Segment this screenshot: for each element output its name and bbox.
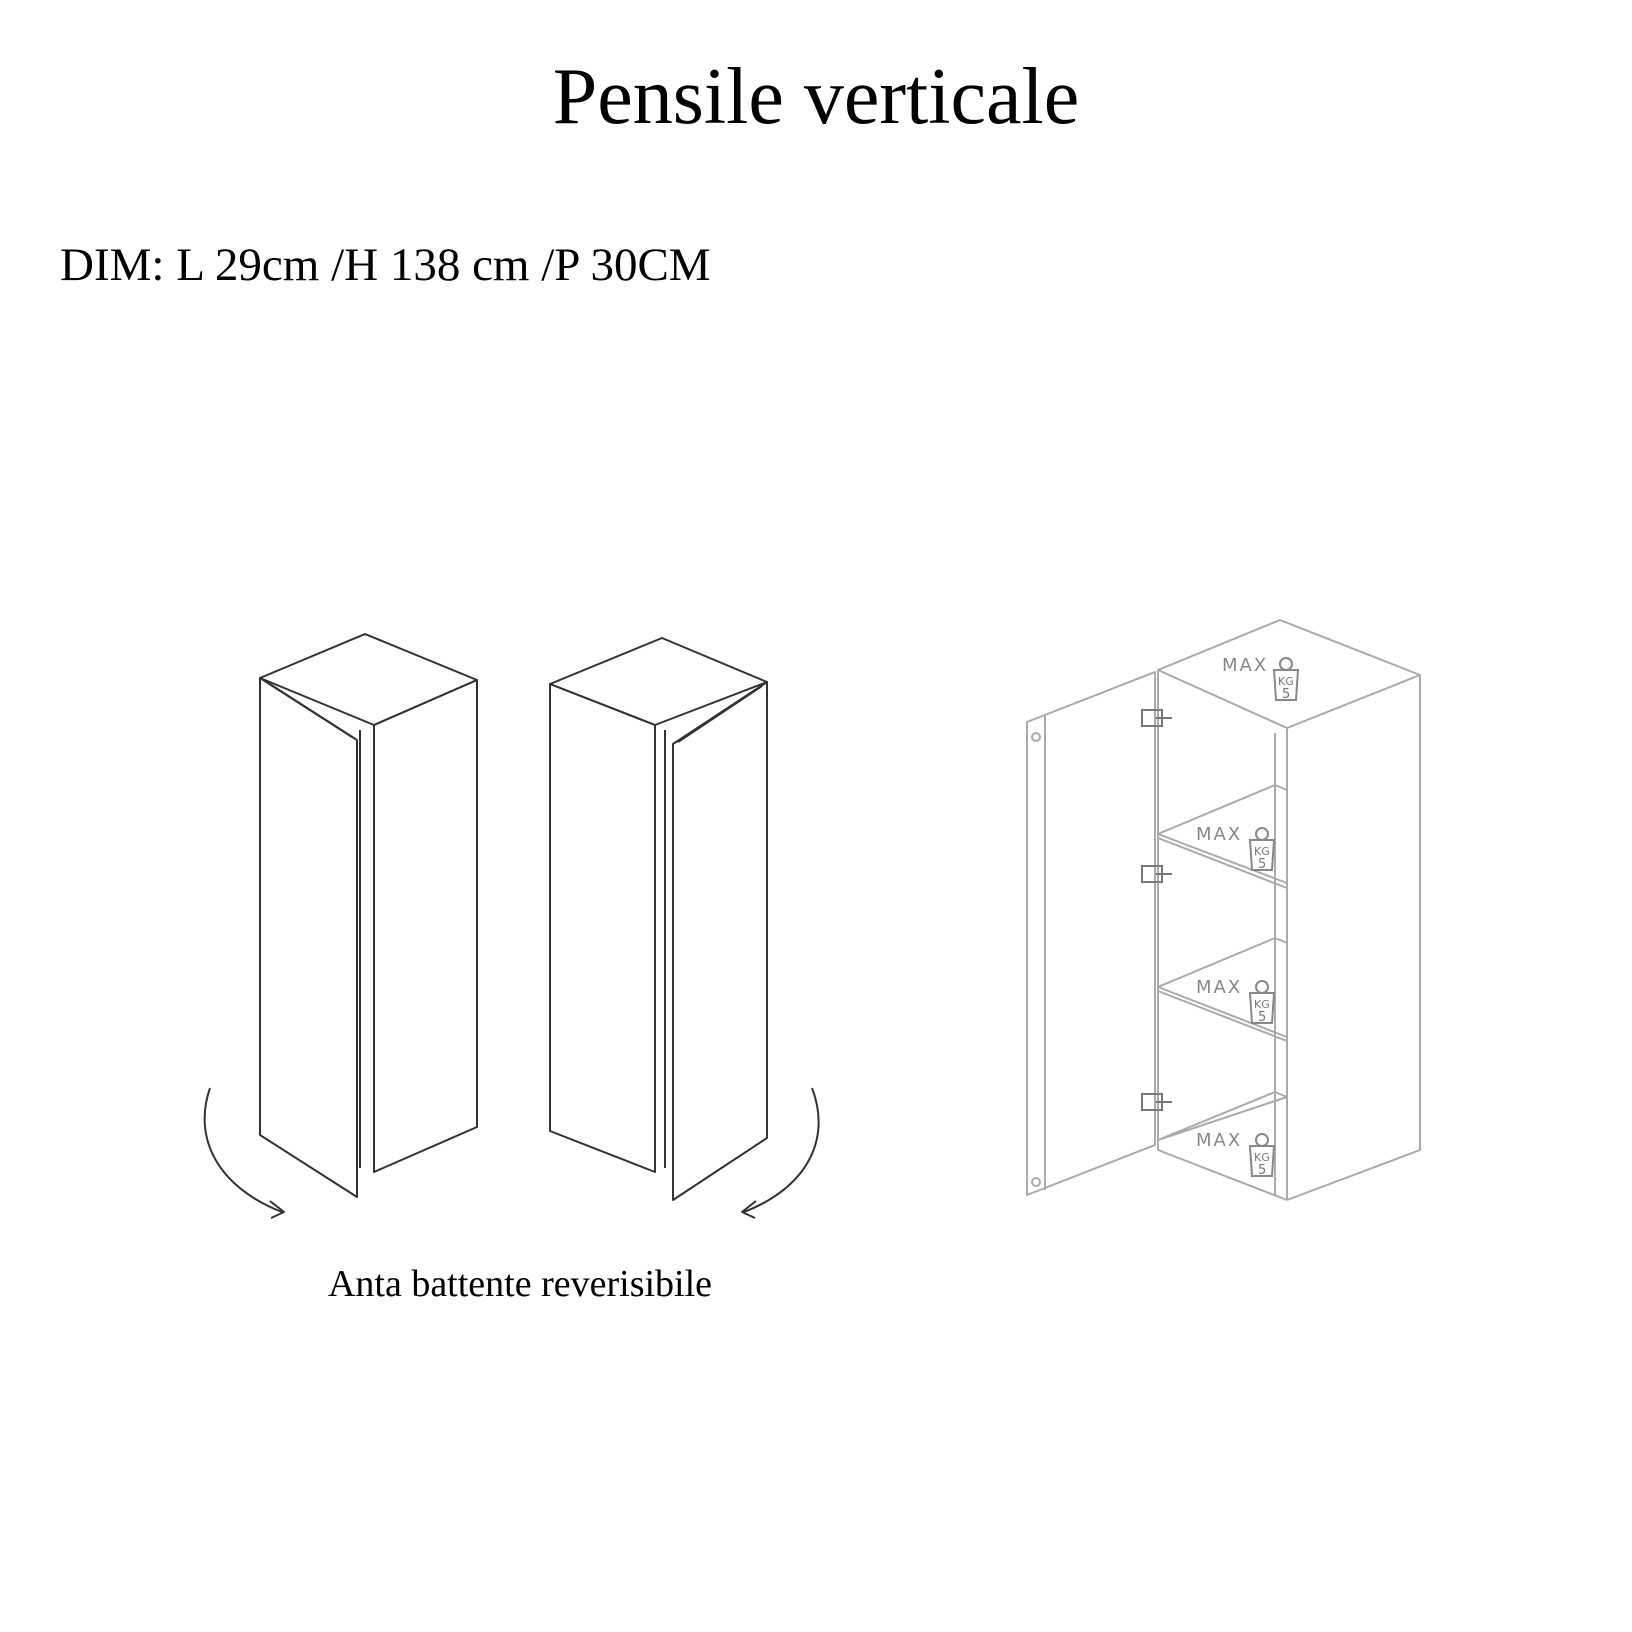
svg-text:MAX: MAX bbox=[1222, 655, 1269, 676]
cabinet-left-opening bbox=[205, 634, 477, 1218]
svg-text:5: 5 bbox=[1258, 1163, 1267, 1178]
cabinet-left-side bbox=[374, 680, 477, 1172]
svg-text:KG: KG bbox=[1254, 1151, 1270, 1164]
door-caption: Anta battente reverisibile bbox=[327, 1263, 713, 1305]
cabinet-left-top bbox=[260, 634, 477, 725]
cabinet-right-top bbox=[550, 638, 767, 725]
cabinet-open-shelves bbox=[1027, 620, 1420, 1200]
svg-text:MAX: MAX bbox=[1196, 824, 1243, 845]
svg-text:5: 5 bbox=[1282, 687, 1291, 702]
svg-text:KG: KG bbox=[1254, 998, 1270, 1011]
weight-label-shelf-3 bbox=[1196, 1130, 1274, 1178]
swing-arrow-right-icon bbox=[744, 1088, 819, 1212]
svg-text:5: 5 bbox=[1258, 1010, 1267, 1025]
cabinet-open-top bbox=[1158, 620, 1420, 728]
cabinet-right-front bbox=[550, 684, 655, 1172]
swing-arrow-left-icon bbox=[205, 1088, 282, 1212]
weight-label-top bbox=[1222, 655, 1298, 702]
page-title: Pensile verticale bbox=[552, 53, 1080, 141]
cabinet-left-door bbox=[260, 678, 357, 1197]
svg-text:KG: KG bbox=[1278, 675, 1294, 688]
cabinet-right-door bbox=[673, 682, 767, 1200]
cabinet-right-opening bbox=[550, 638, 819, 1218]
dimensions-text: DIM: L 29cm /H 138 cm /P 30CM bbox=[60, 239, 711, 291]
svg-text:MAX: MAX bbox=[1196, 977, 1243, 998]
svg-text:MAX: MAX bbox=[1196, 1130, 1243, 1151]
cabinet-open-door bbox=[1027, 672, 1155, 1195]
weight-label-shelf-1 bbox=[1196, 824, 1274, 872]
svg-text:5: 5 bbox=[1258, 857, 1267, 872]
svg-text:KG: KG bbox=[1254, 845, 1270, 858]
